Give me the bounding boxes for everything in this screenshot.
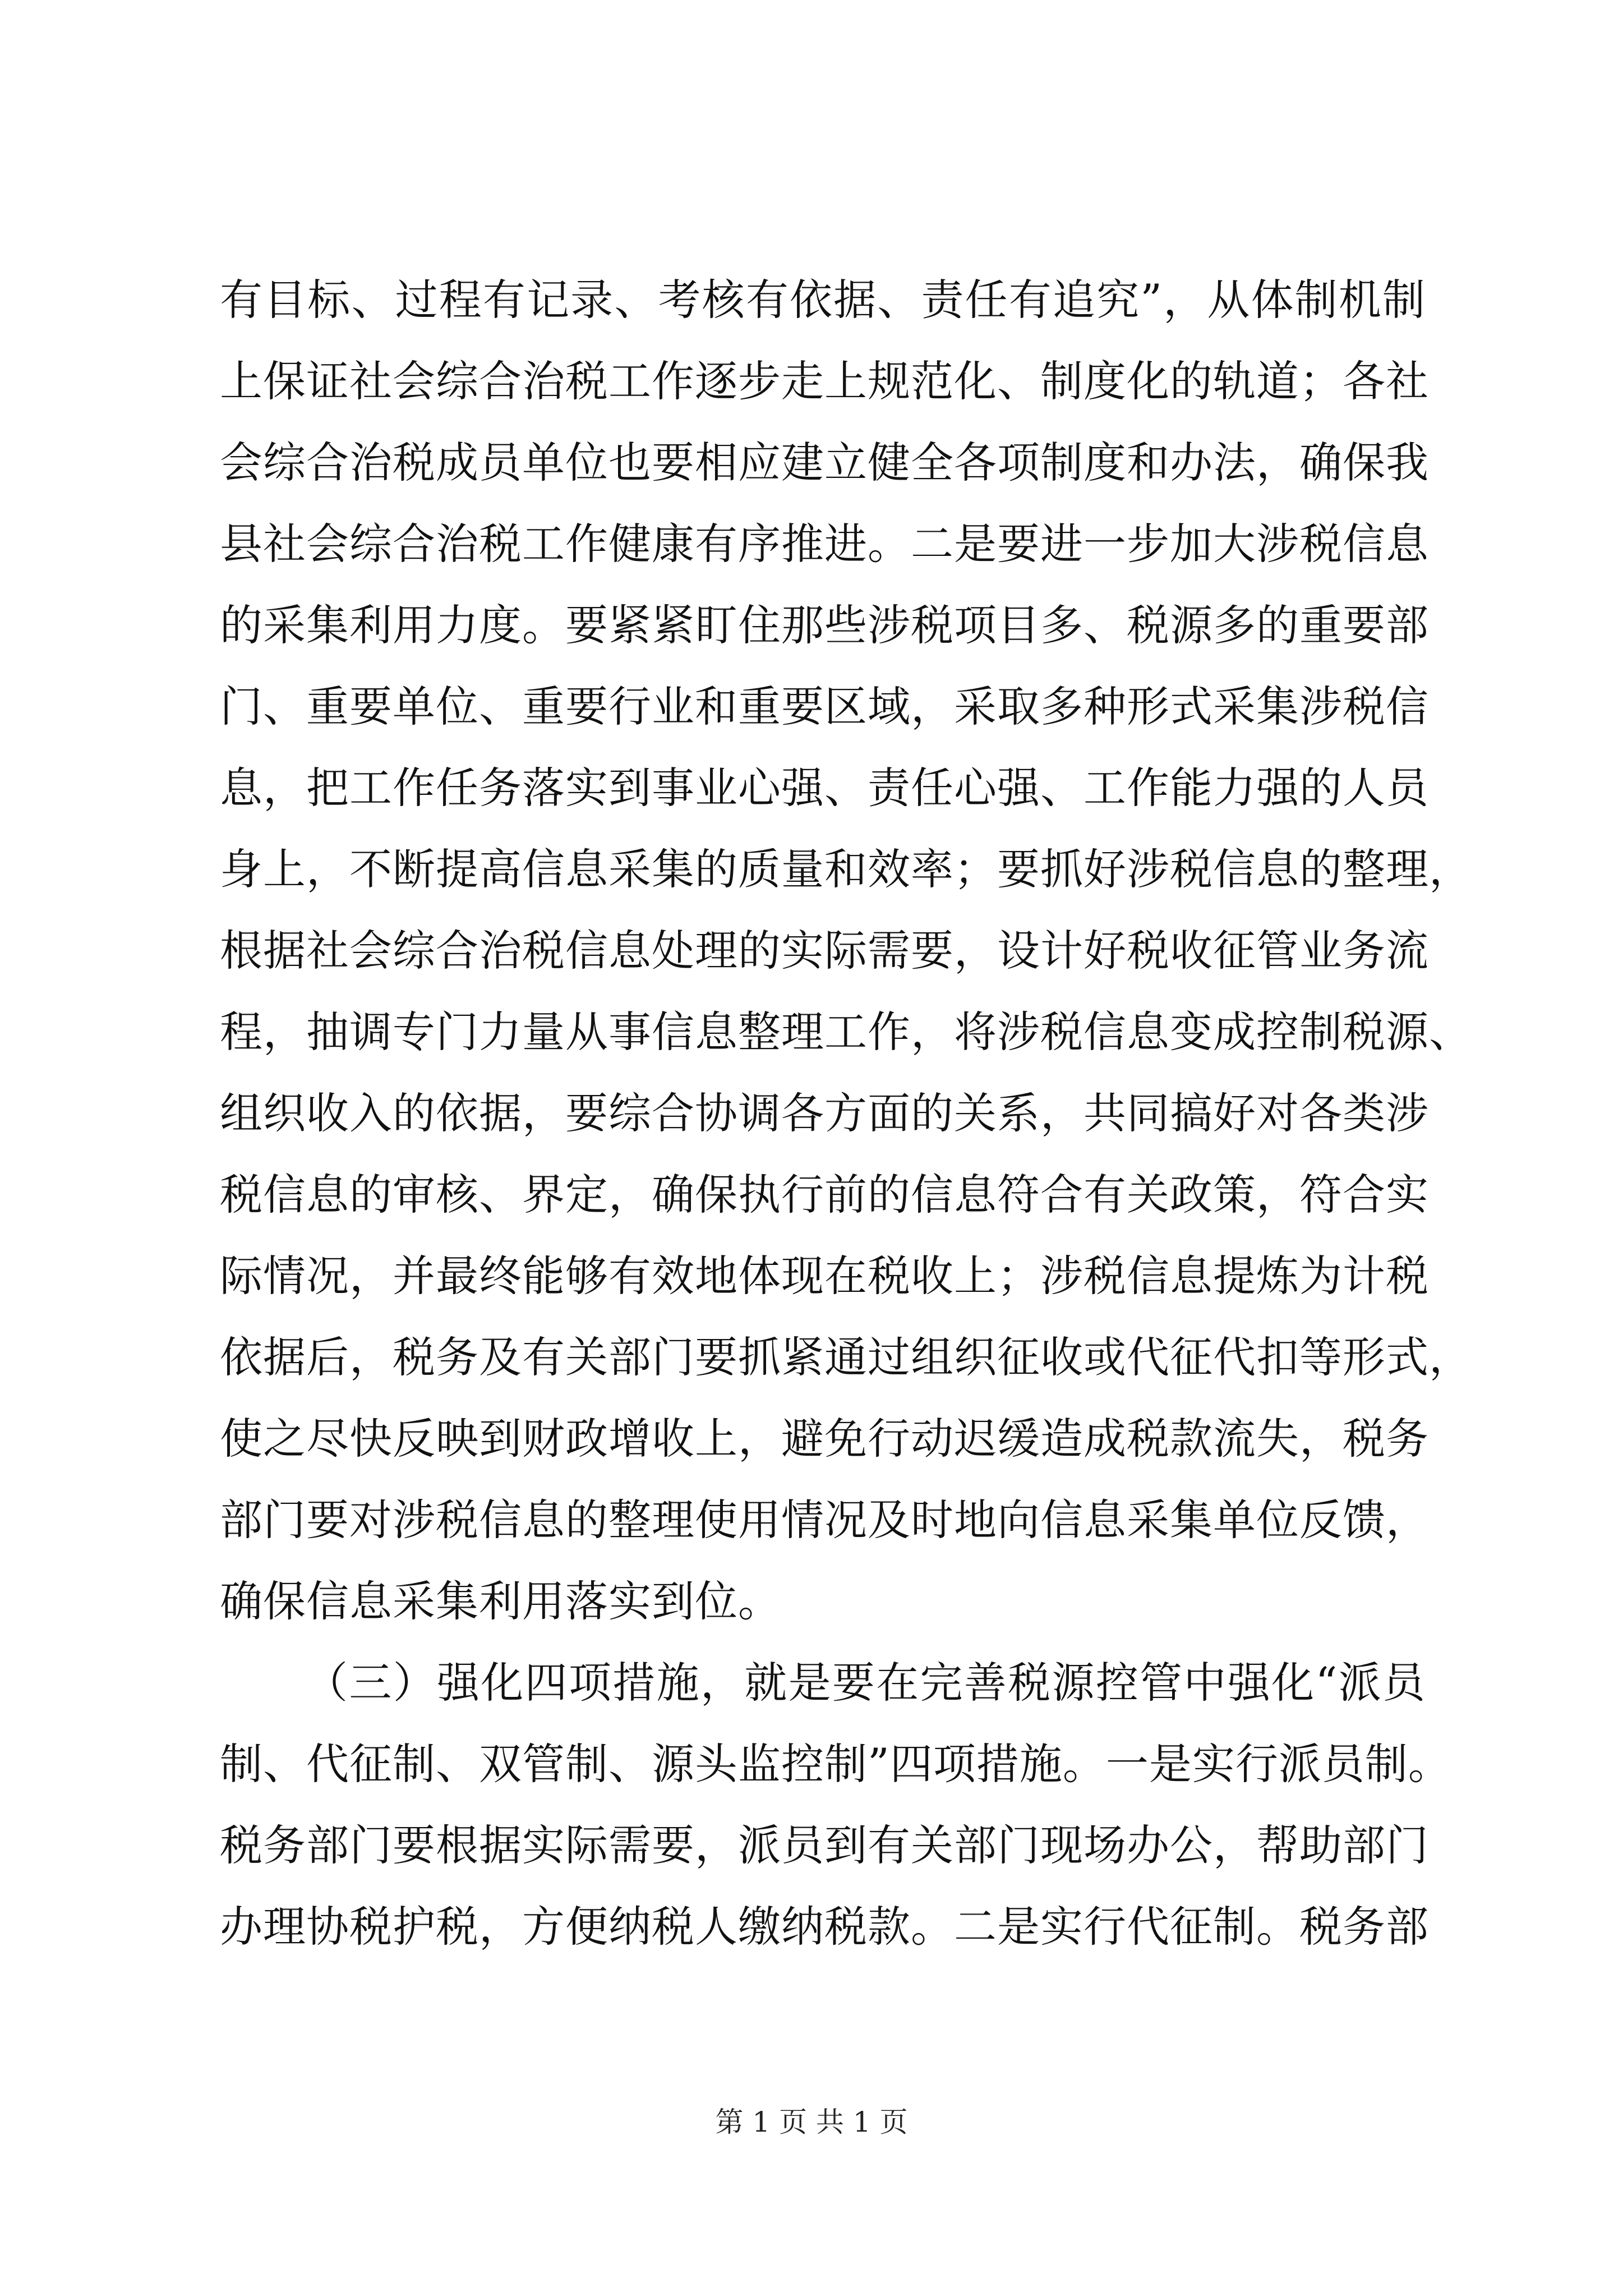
text-line: 的采集利用力度。要紧紧盯住那些涉税项目多、税源多的重要部 bbox=[220, 600, 1429, 650]
text-line: 根据社会综合治税信息处理的实际需要，设计好税收征管业务流 bbox=[220, 926, 1429, 976]
page-number-footer: 第 1 页 共 1 页 bbox=[715, 2106, 908, 2138]
text-line-paragraph-start: （三）强化四项措施，就是要在完善税源控管中强化“派员 bbox=[305, 1658, 1426, 1708]
text-line: 会综合治税成员单位也要相应建立健全各项制度和办法，确保我 bbox=[220, 438, 1429, 487]
text-line: 身上，不断提高信息采集的质量和效率；要抓好涉税信息的整理， bbox=[220, 844, 1472, 894]
document-body bbox=[220, 259, 1472, 1967]
text-line: 税信息的审核、界定，确保执行前的信息符合有关政策，符合实 bbox=[220, 1170, 1429, 1220]
text-line: 办理协税护税，方便纳税人缴纳税款。二是实行代征制。税务部 bbox=[220, 1902, 1429, 1952]
text-line: 使之尽快反映到财政增收上，避免行动迟缓造成税款流失，税务 bbox=[220, 1414, 1429, 1464]
text-line: 程，抽调专门力量从事信息整理工作，将涉税信息变成控制税源、 bbox=[220, 1007, 1472, 1057]
text-line: 际情况，并最终能够有效地体现在税收上；涉税信息提炼为计税 bbox=[220, 1251, 1429, 1301]
text-line: 门、重要单位、重要行业和重要区域，采取多种形式采集涉税信 bbox=[220, 682, 1429, 731]
text-line: 依据后，税务及有关部门要抓紧通过组织征收或代征代扣等形式， bbox=[220, 1332, 1472, 1382]
text-line-paragraph-end: 确保信息采集利用落实到位。 bbox=[220, 1576, 781, 1626]
text-line: 制、代征制、双管制、源头监控制”四项措施。一是实行派员制。 bbox=[220, 1739, 1451, 1789]
text-line: 部门要对涉税信息的整理使用情况及时地向信息采集单位反馈， bbox=[220, 1495, 1429, 1545]
text-line: 县社会综合治税工作健康有序推进。二是要进一步加大涉税信息 bbox=[220, 519, 1429, 569]
text-line: 上保证社会综合治税工作逐步走上规范化、制度化的轨道；各社 bbox=[220, 356, 1429, 406]
text-line: 税务部门要根据实际需要，派员到有关部门现场办公，帮助部门 bbox=[220, 1820, 1429, 1870]
text-line: 有目标、过程有记录、考核有依据、责任有追究”，从体制机制 bbox=[220, 275, 1426, 325]
text-line: 组织收入的依据，要综合协调各方面的关系，共同搞好对各类涉 bbox=[220, 1088, 1429, 1138]
text-line: 息，把工作任务落实到事业心强、责任心强、工作能力强的人员 bbox=[220, 763, 1429, 813]
